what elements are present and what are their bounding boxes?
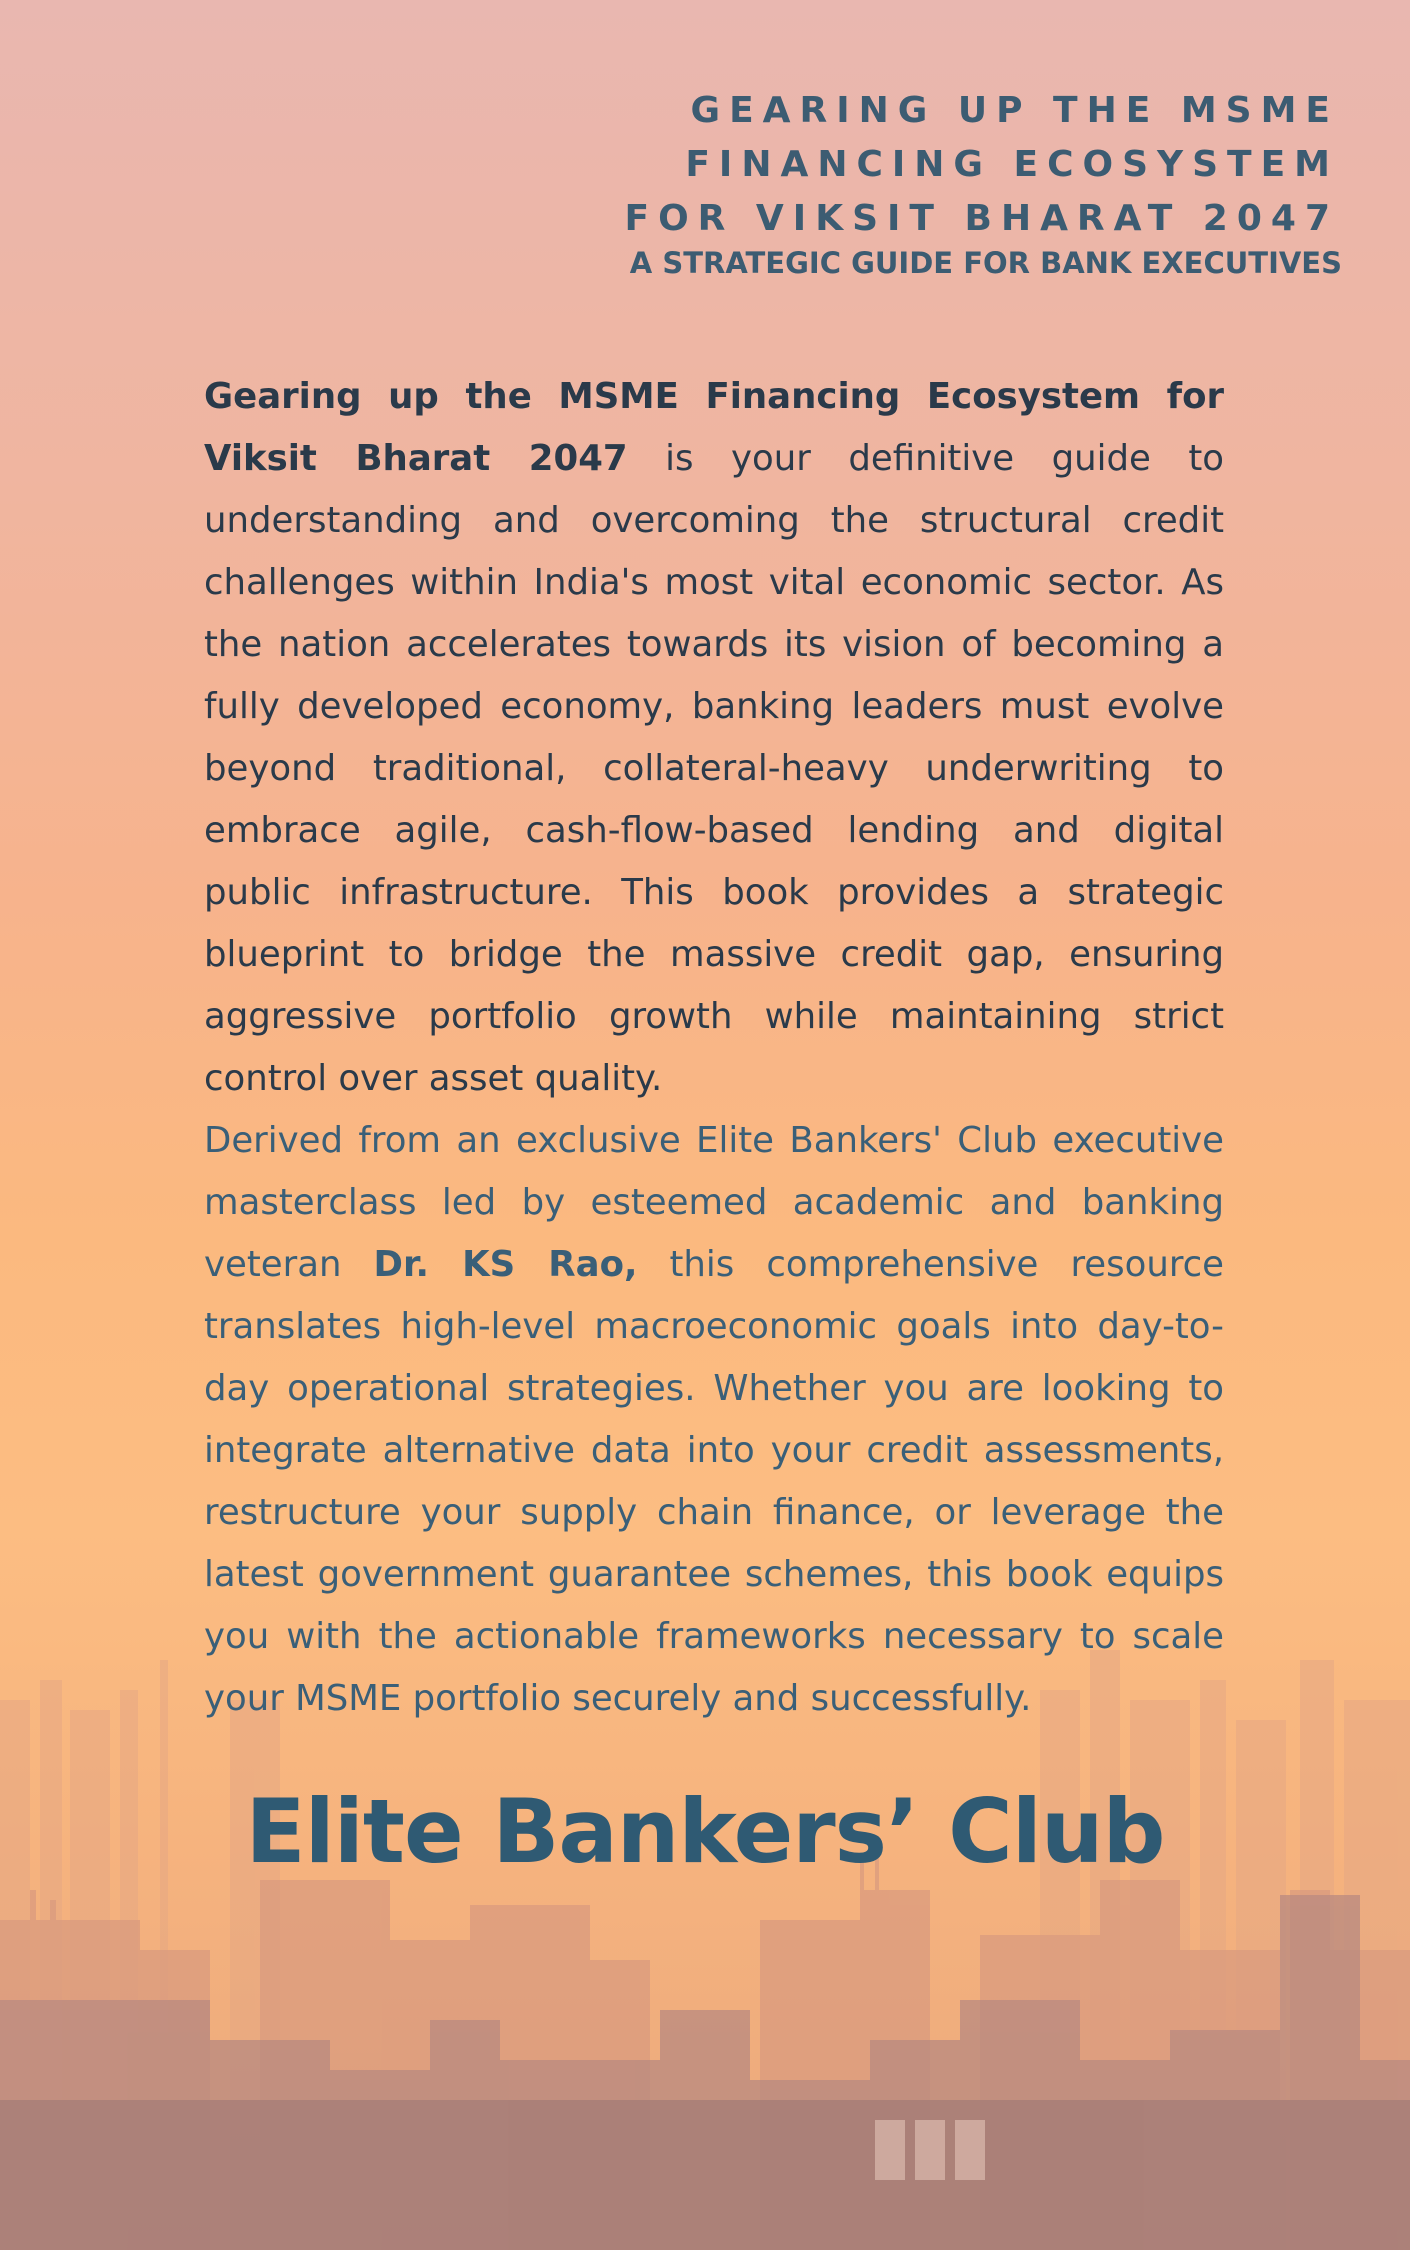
description-paragraph-1	[204, 366, 1224, 1110]
cover-title-line-1: GEARING UP THE MSME	[690, 90, 1339, 131]
cover-title-block	[624, 84, 1342, 282]
cover-subtitle: A STRATEGIC GUIDE FOR BANK EXECUTIVES	[629, 246, 1342, 280]
paragraph-2-text-after: this comprehensive resource translates high-level macroeconomic goals into day-to-day operational strategies. Whether you are looking to integrate alternative data into your credit assessments, restructure your supply chain finance, or leverage the latest government guarantee schemes, this book equips you with the actionable frameworks necessary to scale your MSME portfolio securely and successfully.	[204, 1244, 1225, 1719]
cover-title-line-2: FINANCING ECOSYSTEM	[685, 144, 1339, 185]
publisher-brand: Elite Bankers’ Club	[245, 1780, 1165, 1883]
description-paragraph-2	[204, 1110, 1224, 1730]
author-name: Dr. KS Rao,	[373, 1244, 638, 1285]
book-title-inline: Gearing up the MSME Financing Ecosystem for Viksit Bharat 2047	[204, 376, 1224, 479]
cover-title-line-3: FOR VIKSIT BHARAT 2047	[624, 198, 1339, 239]
paragraph-2-text-before: Derived from an exclusive Elite Bankers' Club executive masterclass led by esteemed academic and banking veteran	[204, 1120, 1224, 1285]
paragraph-1-text: is your definitive guide to understanding and overcoming the structural credit challenges within India's most vital economic sector. As the nation accelerates towards its vision of becoming a fully developed economy, banking leaders must evolve beyond traditional, collateral-heavy underwriting to embrace agile, cash-flow-based lending and digital public infrastructure. This book provides a strategic blueprint to bridge the massive credit gap, ensuring aggressive portfolio growth while maintaining strict control over asset quality.	[204, 438, 1225, 1099]
book-description	[204, 366, 1224, 1730]
